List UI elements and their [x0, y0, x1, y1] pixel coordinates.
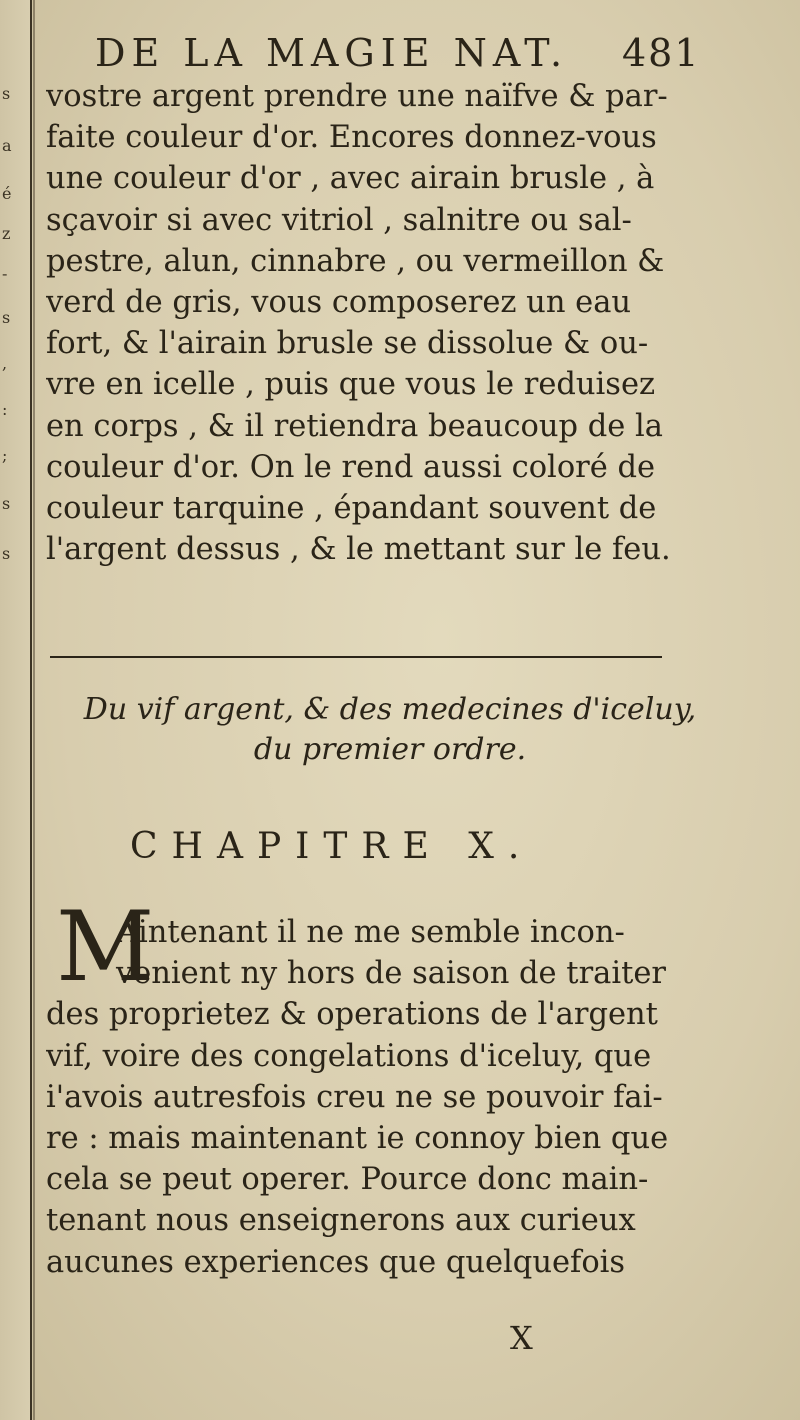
text-line: vif, voire des congelations d'iceluy, que	[46, 1038, 652, 1074]
text-line: verd de gris, vous composerez un eau	[46, 284, 632, 320]
section-title-line-1: Du vif argent, & des medecines d'iceluy,	[83, 692, 697, 727]
text-line: venient ny hors de saison de traiter	[116, 956, 666, 992]
section-title-line-2: du premier ordre.	[253, 732, 527, 767]
margin-mark: s	[2, 308, 11, 327]
text-line: pestre, alun, cinnabre , ou vermeillon &	[46, 243, 665, 279]
gutter-line	[33, 0, 35, 1420]
text-line: aucunes experiences que quelquefois	[46, 1244, 626, 1280]
section-rule	[50, 656, 662, 658]
page-number: 481	[622, 31, 701, 75]
text-line: tenant nous enseignerons aux curieux	[46, 1203, 636, 1239]
margin-mark: é	[2, 184, 12, 203]
text-line: re : mais maintenant ie connoy bien que	[46, 1120, 669, 1156]
text-line: faite couleur d'or. Encores donnez-vous	[46, 120, 657, 156]
text-line: une couleur d'or , avec airain brusle , à	[46, 161, 655, 197]
text-line: sçavoir si avec vitriol , salnitre ou sal-	[46, 202, 632, 238]
drop-cap: M	[56, 891, 155, 1003]
text-line: fort, & l'airain brusle se dissolue & ou-	[46, 326, 649, 362]
margin-mark: s	[2, 494, 11, 513]
margin-mark: :	[2, 400, 8, 419]
text-line: l'argent dessus , & le mettant sur le feu.	[46, 532, 671, 568]
text-line: vre en icelle , puis que vous le reduisez	[46, 367, 656, 403]
margin-mark: a	[2, 136, 12, 155]
margin-mark: ;	[2, 446, 8, 465]
paragraph-1	[46, 76, 691, 570]
catchword: X	[510, 1319, 533, 1357]
text-line: des proprietez & operations de l'argent	[46, 997, 658, 1033]
facing-page-edge	[0, 0, 32, 1420]
running-header	[95, 28, 701, 78]
chapter-heading: CHAPITRE X.	[130, 826, 534, 867]
text-line: cela se peut operer. Pource donc main-	[46, 1162, 649, 1198]
margin-mark: s	[2, 544, 11, 563]
text-line: i'avois autresfois creu ne se pouvoir fai-	[46, 1079, 663, 1115]
text-line: couleur d'or. On le rend aussi coloré de	[46, 449, 656, 485]
paragraph-2	[46, 912, 691, 1283]
margin-mark: ,	[2, 354, 8, 373]
text-line: Aintenant il ne me semble incon-	[116, 915, 625, 950]
text-line: en corps , & il retiendra beaucoup de la	[46, 408, 663, 444]
margin-mark: -	[2, 264, 8, 283]
margin-mark: z	[2, 224, 11, 243]
running-head-title: DE LA MAGIE NAT.	[95, 31, 569, 75]
margin-mark: s	[2, 84, 11, 103]
text-line: vostre argent prendre une naïfve & par-	[46, 79, 668, 114]
text-line: couleur tarquine , épandant souvent de	[46, 490, 657, 526]
